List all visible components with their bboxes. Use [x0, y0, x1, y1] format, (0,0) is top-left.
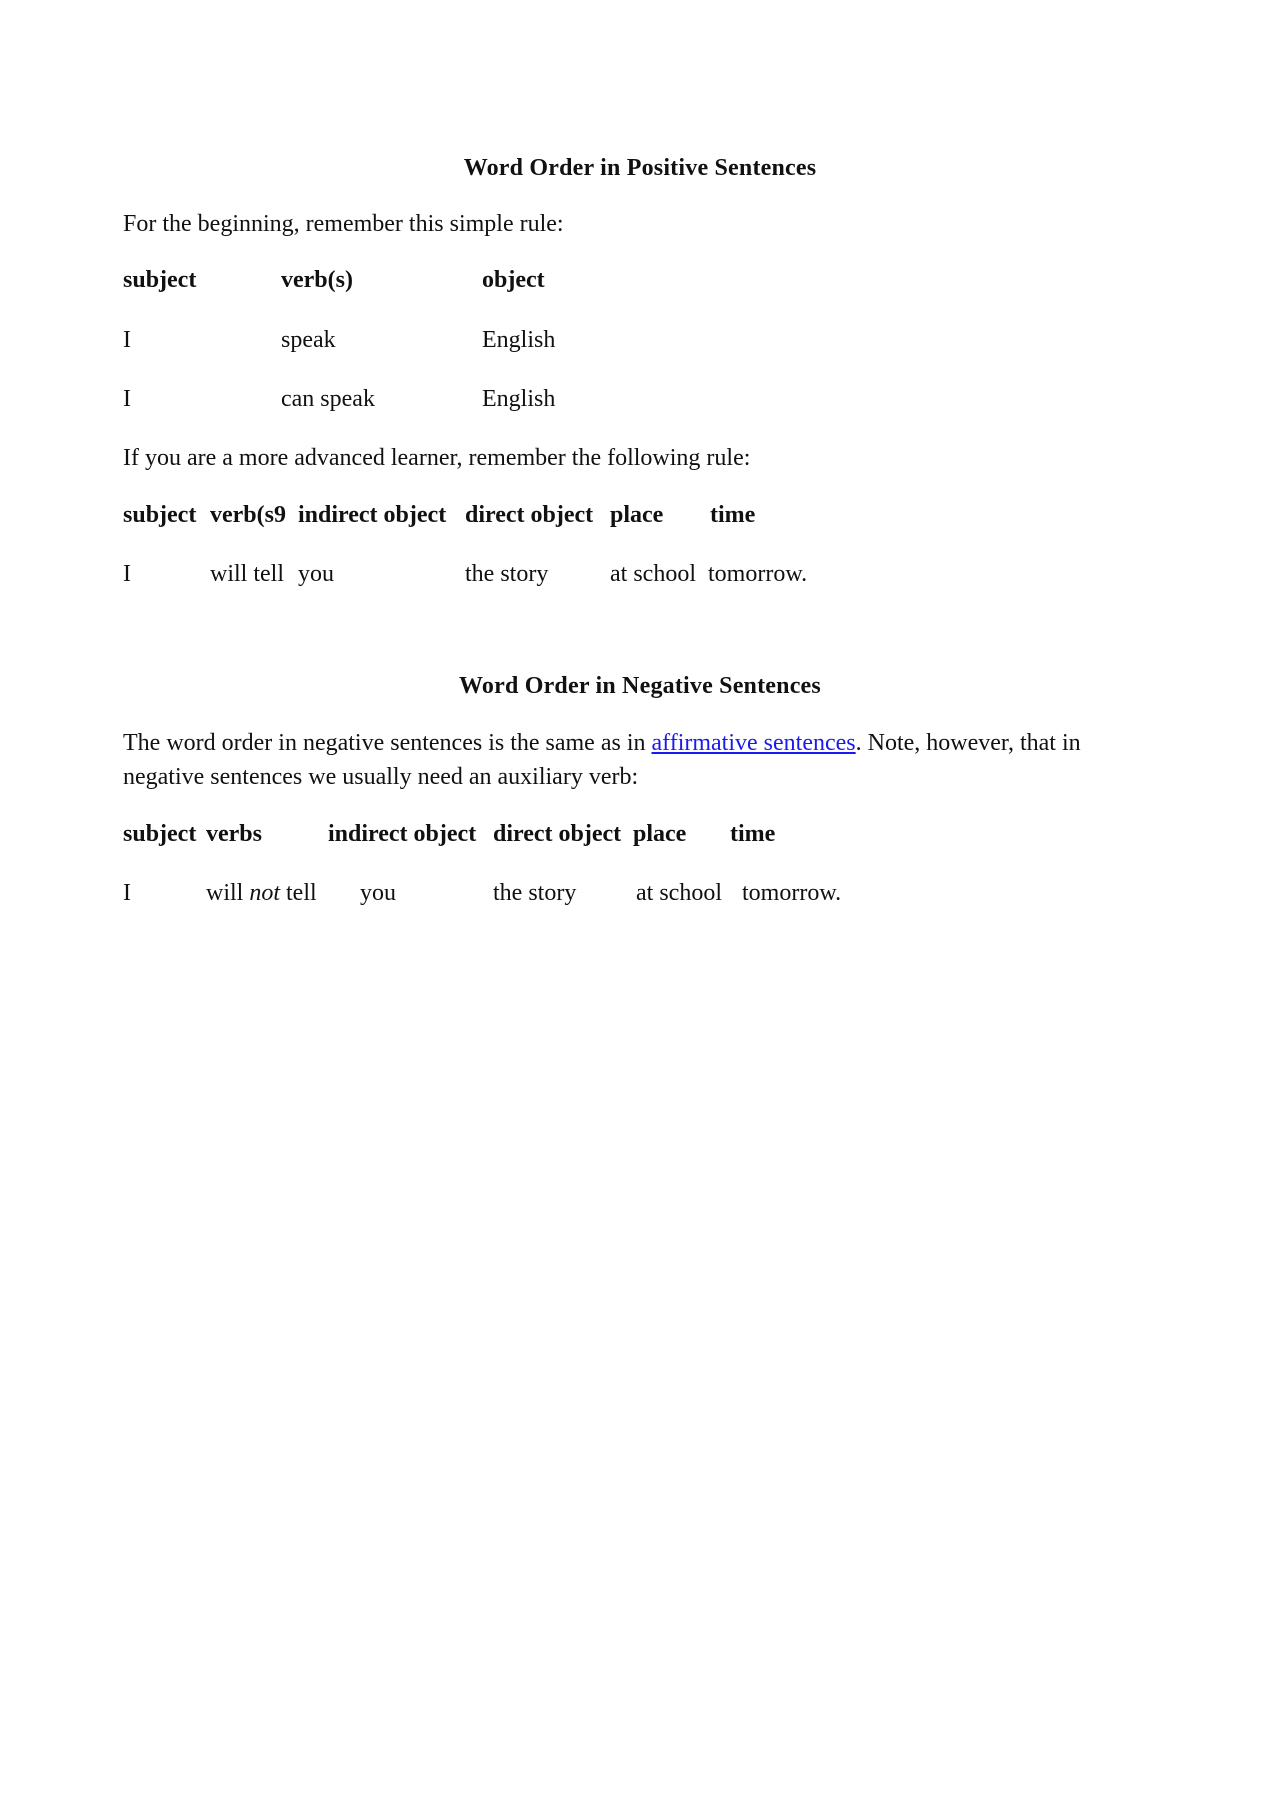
simple-row-2-verb: can speak [281, 386, 375, 412]
negative-row-verb-emphasis: not [249, 880, 281, 906]
positive-section-title: Word Order in Positive Sentences [463, 155, 817, 181]
simple-row-1-object: English [482, 327, 556, 353]
negative-header-verbs: verbs [206, 821, 262, 847]
advanced-row-subject: I [123, 561, 131, 587]
negative-row-verb-pre: will [206, 880, 250, 906]
negative-intro-text-start: The word order in negative sentences is the same as in [123, 730, 652, 756]
simple-row-1-verb: speak [281, 327, 336, 353]
advanced-header-verbs: verb(s9 [210, 502, 286, 528]
simple-header-subject: subject [123, 267, 197, 293]
advanced-header-direct-object: direct object [465, 502, 594, 528]
simple-header-object: object [482, 267, 545, 293]
advanced-header-place: place [610, 502, 664, 528]
negative-row-verb [206, 878, 317, 908]
negative-row-subject: I [123, 880, 131, 906]
simple-header-verbs: verb(s) [281, 267, 353, 293]
negative-header-indirect-object: indirect object [328, 821, 477, 847]
advanced-header-subject: subject [123, 502, 197, 528]
negative-row-place: at school [636, 880, 722, 906]
negative-header-direct-object: direct object [493, 821, 622, 847]
advanced-header-time: time [710, 502, 756, 528]
simple-row-2-object: English [482, 386, 556, 412]
negative-row-indirect-object: you [360, 880, 396, 906]
advanced-row-direct-object: the story [465, 561, 549, 587]
simple-row-1-subject: I [123, 327, 131, 353]
advanced-row-verb: will tell [210, 561, 284, 587]
negative-section-title: Word Order in Negative Sentences [459, 673, 821, 699]
negative-intro-text-line2: negative sentences we usually need an auxiliary verb: [123, 764, 639, 790]
negative-intro-text-end: . Note, however, that in [855, 730, 1081, 756]
positive-intro-text: For the beginning, remember this simple rule: [123, 211, 564, 237]
negative-header-subject: subject [123, 821, 197, 847]
advanced-row-indirect-object: you [298, 561, 334, 587]
advanced-header-indirect-object: indirect object [298, 502, 447, 528]
advanced-intro-text: If you are a more advanced learner, remember the following rule: [123, 445, 751, 471]
negative-row-verb-post: tell [280, 880, 317, 906]
simple-row-2-subject: I [123, 386, 131, 412]
negative-intro-paragraph [123, 726, 1163, 794]
negative-header-place: place [633, 821, 687, 847]
negative-row-time: tomorrow. [742, 880, 842, 906]
advanced-row-place: at school [610, 561, 696, 587]
affirmative-sentences-link[interactable]: affirmative sentences [651, 730, 856, 756]
negative-row-direct-object: the story [493, 880, 577, 906]
negative-header-time: time [730, 821, 776, 847]
advanced-row-time: tomorrow. [708, 561, 808, 587]
